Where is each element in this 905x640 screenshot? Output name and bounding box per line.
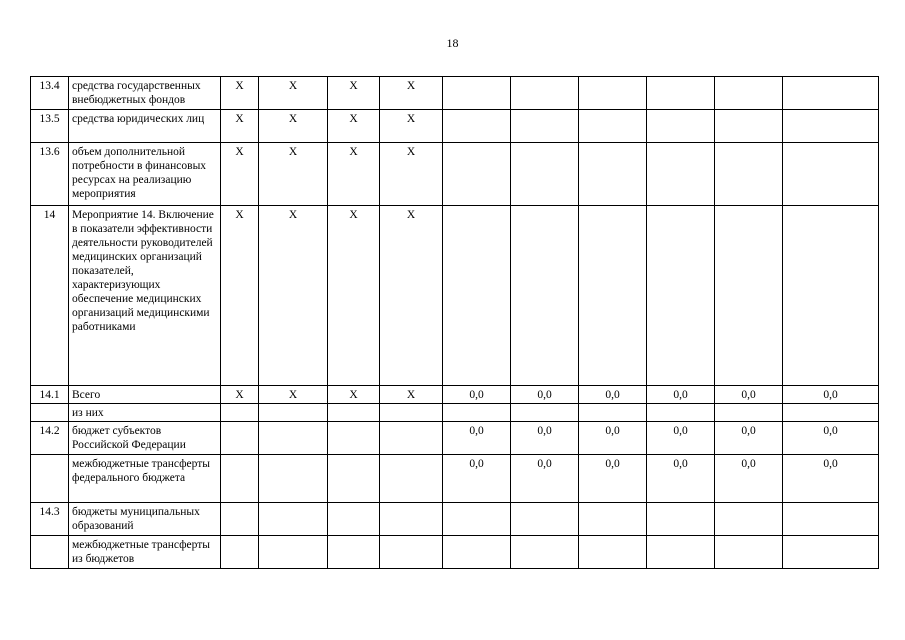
row-number <box>31 455 69 503</box>
value-cell <box>579 503 647 536</box>
mark-cell: X <box>221 386 259 404</box>
value-cell <box>579 404 647 422</box>
value-cell <box>511 143 579 206</box>
mark-cell: X <box>380 386 443 404</box>
value-cell <box>715 404 783 422</box>
mark-cell <box>259 536 328 569</box>
table-row <box>31 206 879 386</box>
value-cell <box>579 206 647 386</box>
mark-cell: X <box>380 143 443 206</box>
row-name: объем дополнительной потребности в финансовых ресурсах на реализацию мероприятия <box>69 143 221 206</box>
value-cell <box>783 536 879 569</box>
mark-cell: X <box>259 110 328 143</box>
mark-cell <box>328 536 380 569</box>
value-cell <box>511 404 579 422</box>
row-number <box>31 536 69 569</box>
value-cell: 0,0 <box>783 386 879 404</box>
value-cell <box>783 404 879 422</box>
mark-cell <box>380 404 443 422</box>
value-cell <box>783 503 879 536</box>
row-number <box>31 404 69 422</box>
table-row <box>31 455 879 503</box>
mark-cell <box>380 536 443 569</box>
value-cell <box>511 503 579 536</box>
value-cell <box>443 143 511 206</box>
table-row <box>31 386 879 404</box>
row-name: межбюджетные трансферты федерального бюджета <box>69 455 221 503</box>
value-cell: 0,0 <box>647 386 715 404</box>
value-cell <box>579 536 647 569</box>
mark-cell <box>221 503 259 536</box>
mark-cell <box>221 455 259 503</box>
value-cell <box>647 143 715 206</box>
value-cell: 0,0 <box>715 455 783 503</box>
value-cell: 0,0 <box>579 422 647 455</box>
mark-cell: X <box>221 206 259 386</box>
table-row <box>31 503 879 536</box>
row-name: средства юридических лиц <box>69 110 221 143</box>
value-cell: 0,0 <box>443 422 511 455</box>
mark-cell <box>221 422 259 455</box>
mark-cell: X <box>380 206 443 386</box>
value-cell <box>443 77 511 110</box>
value-cell <box>783 143 879 206</box>
value-cell <box>715 503 783 536</box>
row-number: 14.2 <box>31 422 69 455</box>
value-cell <box>443 206 511 386</box>
row-name: средства государственных внебюджетных фондов <box>69 77 221 110</box>
mark-cell: X <box>380 77 443 110</box>
value-cell <box>783 206 879 386</box>
mark-cell: X <box>221 110 259 143</box>
value-cell <box>715 206 783 386</box>
value-cell <box>715 110 783 143</box>
page-number: 18 <box>446 36 459 50</box>
value-cell <box>511 536 579 569</box>
value-cell <box>443 503 511 536</box>
mark-cell <box>221 536 259 569</box>
value-cell: 0,0 <box>579 455 647 503</box>
value-cell <box>579 110 647 143</box>
value-cell <box>579 77 647 110</box>
value-cell <box>443 110 511 143</box>
value-cell <box>443 536 511 569</box>
value-cell: 0,0 <box>783 422 879 455</box>
value-cell: 0,0 <box>715 422 783 455</box>
table-row <box>31 536 879 569</box>
mark-cell <box>328 404 380 422</box>
value-cell <box>443 404 511 422</box>
row-number: 13.4 <box>31 77 69 110</box>
table-row <box>31 404 879 422</box>
value-cell: 0,0 <box>511 386 579 404</box>
value-cell <box>715 77 783 110</box>
mark-cell: X <box>328 110 380 143</box>
value-cell <box>579 143 647 206</box>
row-number: 14 <box>31 206 69 386</box>
value-cell <box>715 536 783 569</box>
value-cell: 0,0 <box>443 386 511 404</box>
value-cell <box>715 143 783 206</box>
value-cell <box>783 110 879 143</box>
mark-cell <box>380 422 443 455</box>
value-cell <box>647 77 715 110</box>
mark-cell: X <box>259 206 328 386</box>
value-cell <box>647 404 715 422</box>
mark-cell <box>259 404 328 422</box>
table-row <box>31 143 879 206</box>
value-cell: 0,0 <box>647 455 715 503</box>
value-cell <box>647 110 715 143</box>
mark-cell: X <box>328 386 380 404</box>
mark-cell <box>380 455 443 503</box>
mark-cell <box>328 455 380 503</box>
row-number: 14.3 <box>31 503 69 536</box>
table-row <box>31 77 879 110</box>
value-cell <box>647 206 715 386</box>
value-cell: 0,0 <box>511 455 579 503</box>
mark-cell <box>259 503 328 536</box>
row-name: межбюджетные трансферты из бюджетов <box>69 536 221 569</box>
mark-cell <box>221 404 259 422</box>
value-cell: 0,0 <box>443 455 511 503</box>
value-cell <box>511 77 579 110</box>
row-number: 14.1 <box>31 386 69 404</box>
mark-cell <box>259 455 328 503</box>
mark-cell <box>328 503 380 536</box>
mark-cell <box>328 422 380 455</box>
row-name: бюджеты муниципальных образований <box>69 503 221 536</box>
value-cell <box>647 536 715 569</box>
mark-cell <box>259 422 328 455</box>
table-row <box>31 110 879 143</box>
row-name: из них <box>69 404 221 422</box>
row-number: 13.6 <box>31 143 69 206</box>
mark-cell: X <box>259 386 328 404</box>
mark-cell: X <box>259 77 328 110</box>
row-name: Мероприятие 14. Включение в показатели эффективности деятельности руководителей медицинских организаций показателей, характеризующих обеспечение медицинских организаций медицинскими работниками <box>69 206 221 386</box>
value-cell: 0,0 <box>511 422 579 455</box>
value-cell <box>511 110 579 143</box>
mark-cell: X <box>259 143 328 206</box>
value-cell: 0,0 <box>783 455 879 503</box>
budget-table <box>30 76 879 569</box>
row-name: Всего <box>69 386 221 404</box>
mark-cell: X <box>221 143 259 206</box>
mark-cell: X <box>328 143 380 206</box>
value-cell <box>647 503 715 536</box>
row-name: бюджет субъектов Российской Федерации <box>69 422 221 455</box>
table-row <box>31 422 879 455</box>
value-cell: 0,0 <box>579 386 647 404</box>
mark-cell: X <box>328 206 380 386</box>
value-cell <box>783 77 879 110</box>
mark-cell <box>380 503 443 536</box>
row-number: 13.5 <box>31 110 69 143</box>
mark-cell: X <box>221 77 259 110</box>
value-cell: 0,0 <box>647 422 715 455</box>
mark-cell: X <box>328 77 380 110</box>
value-cell <box>511 206 579 386</box>
value-cell: 0,0 <box>715 386 783 404</box>
mark-cell: X <box>380 110 443 143</box>
